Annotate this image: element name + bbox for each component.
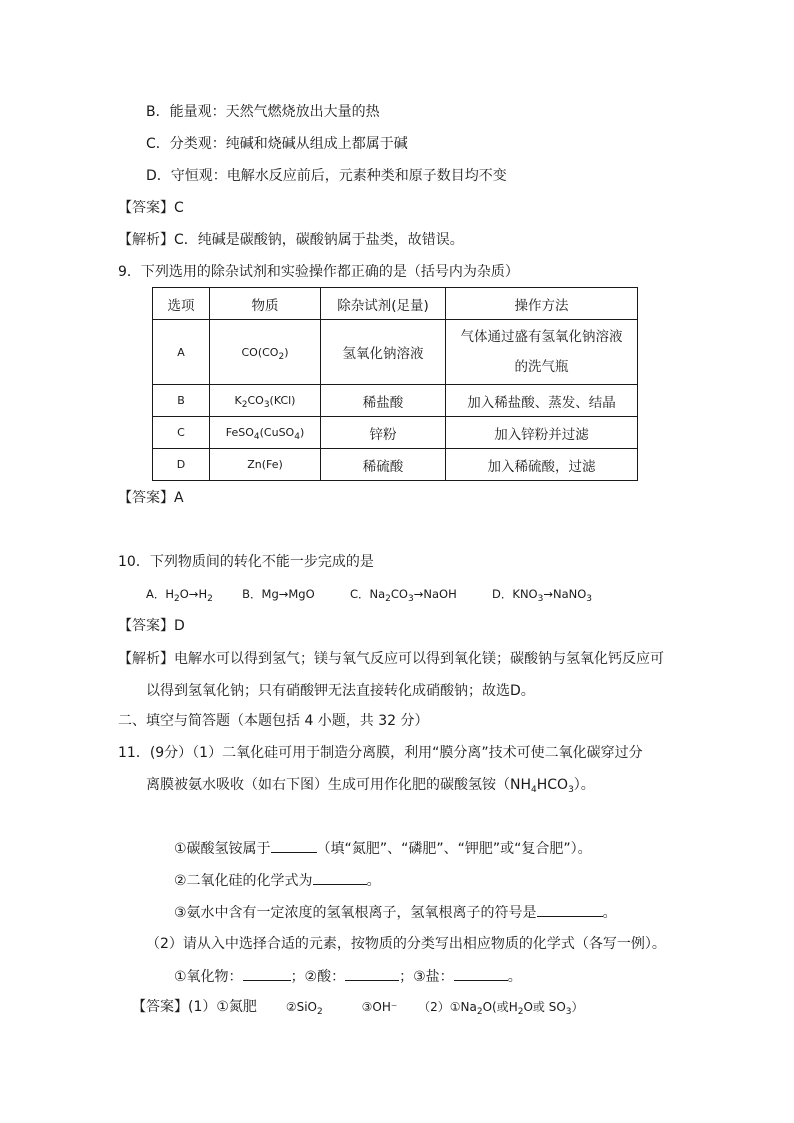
row-option: D [153,449,210,481]
row-option: B [153,385,210,417]
row-substance: $CO(CO_2)$ [210,320,321,385]
answer-oh: ③OH⁻ [361,1000,398,1014]
answer-label: 【答案】 [118,490,174,506]
section-title: 二、填空与简答题（本题包括 4 小题，共 32 分） [118,713,429,729]
table-row [153,417,638,449]
q10-analysis-cont: 以得到氢氧化钠；只有硝酸钾无法直接转化成硝酸钠；故选D。 [146,683,535,699]
row-substance: FeSO$_4$(CuSO$_4$) [210,417,321,449]
q8-answer [118,199,184,217]
analysis-text: 电解水可以得到氢气；镁与氧气反应可以得到氧化镁；碳酸钠与氢氧化钙反应可 [174,651,664,667]
q9-stem: 9．下列选用的除杂试剂和实验操作都正确的是（括号内为杂质） [118,264,519,280]
row-reagent: 稀盐酸 [321,385,446,417]
answer-label: 【答案】 [118,200,174,216]
q10-option-d: D．$KNO_3\to NaNO_3$ [492,587,593,604]
table-row [153,385,638,417]
q10-analysis [118,650,664,668]
q10-options [146,585,592,605]
row-option: C [153,417,210,449]
q8-option-c: C．分类观：纯碱和烧碱从组成上都属于碱 [146,136,408,152]
q8-option-b: B．能量观：天然气燃烧放出大量的热 [146,104,380,120]
header-option: 选项 [153,288,210,320]
header-reagent: 除杂试剂(足量) [321,288,446,320]
answer-label: 【答案】 [132,999,188,1015]
header-substance: 物质 [210,288,321,320]
table-header-row [153,288,638,320]
blank-hydroxide-symbol[interactable] [537,903,603,917]
q11-fill-line: ①氧化物： ；②酸： ；③盐： 。 [174,969,522,985]
blank-fertilizer[interactable] [271,839,317,853]
answer-sio2: ②SiO$_2$ [285,1000,323,1017]
q10-answer [118,617,185,635]
q10-option-c: C．$Na_2CO_3\to NaOH$ [349,587,457,604]
q11-sub1: ①碳酸氢铵属于 （填“氮肥”、“磷肥”、“钾肥”或“复合肥”）。 [174,841,592,857]
analysis-label: 【解析】 [118,651,174,667]
analysis-text: C．纯碱是碳酸钠，碳酸钠属于盐类，故错误。 [174,232,464,248]
blank-acid[interactable] [345,967,399,981]
row-method: 加入稀硫酸，过滤 [446,449,638,481]
q10-option-b: B．Mg→MgO [242,587,315,601]
answer-value: A [174,490,184,506]
answer-part2: $(2)①Na_2O$(或$H_2O$或 $SO_3$） [418,1000,584,1017]
table-row [153,449,638,481]
q11-stem-line2: 离膜被氨水吸收（如右下图）生成可用作化肥的碳酸氢铵$(NH_4HCO_3)$。 [146,777,595,795]
analysis-label: 【解析】 [118,232,174,248]
row-substance: $K_2CO_3(KCl)$ [210,385,321,417]
answer-part1: (1）①氮肥 [188,999,257,1015]
q10-option-a: A．$H_2O\to H_2$ [146,587,213,604]
q11-stem-line1: 11．(9分）（1）二氧化硅可用于制造分离膜，利用“膜分离”技术可使二氧化碳穿过分 [118,745,643,761]
answer-value: C [174,200,184,216]
row-method: 加入稀盐酸、蒸发、结晶 [446,385,638,417]
answer-label: 【答案】 [118,618,174,634]
q11-answer [132,998,584,1018]
q8-option-d: D．守恒观：电解水反应前后，元素种类和原子数目均不变 [146,168,507,184]
row-reagent: 氢氧化钠溶液 [321,320,446,385]
row-option: A [153,320,210,385]
row-method: 气体通过盛有氢氧化钠溶液 的洗气瓶 [446,320,638,385]
header-method: 操作方法 [446,288,638,320]
row-reagent: 稀硫酸 [321,449,446,481]
blank-oxide[interactable] [243,967,291,981]
answer-value: D [174,618,185,634]
q8-analysis [118,231,464,249]
q11-sub2: ②二氧化硅的化学式为 。 [174,873,381,889]
table-row [153,320,638,385]
blank-sio2-formula[interactable] [313,871,367,885]
q10-stem: 10．下列物质间的转化不能一步完成的是 [118,554,374,570]
row-substance: Zn(Fe) [210,449,321,481]
q9-answer [118,489,184,507]
row-reagent: 锌粉 [321,417,446,449]
row-method: 加入锌粉并过滤 [446,417,638,449]
q11-sub3: ③氨水中含有一定浓度的氢氧根离子，氢氧根离子的符号是 。 [174,905,617,921]
q9-options-table [152,287,638,481]
q11-part2: （2）请从入中选择合适的元素，按物质的分类写出相应物质的化学式（各写一例）。 [146,936,666,952]
blank-salt[interactable] [454,967,508,981]
